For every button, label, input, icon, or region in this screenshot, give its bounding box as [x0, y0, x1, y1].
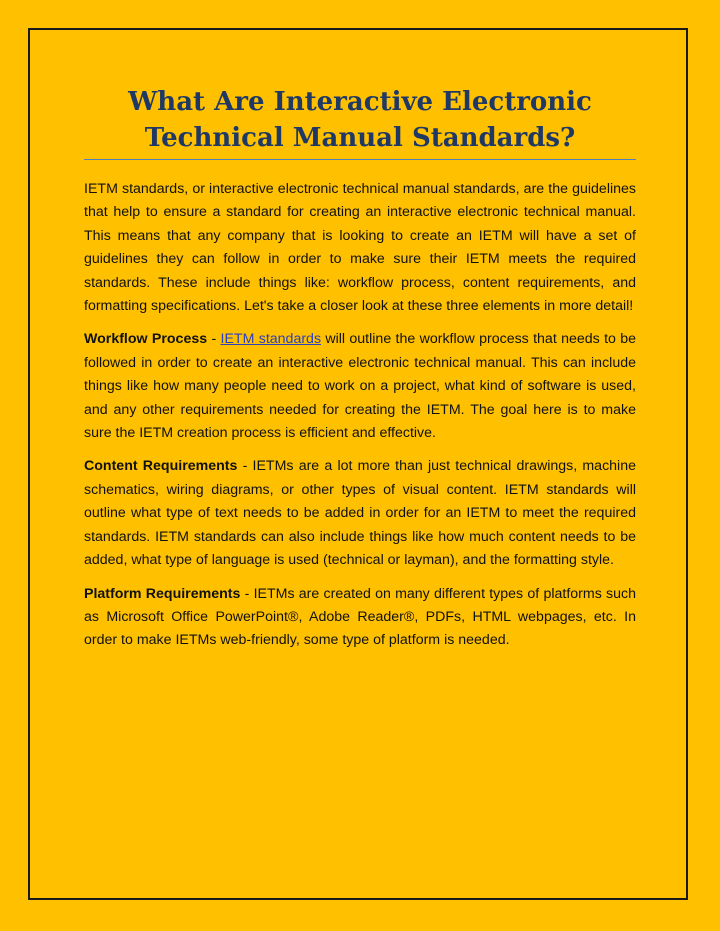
workflow-process-text: will outline the workflow process that needs to be followed in order to create an interactive electronic technical manual. This can include things like how many people need to work on a project, what kind of software is used, and any other requirements needed for creating the IETM. The goal here is to make sure the IETM creation process is efficient and effective.	[84, 331, 637, 442]
content-requirements-separator: -	[237, 458, 253, 475]
platform-requirements-paragraph	[84, 583, 636, 653]
content-requirements-paragraph	[84, 455, 636, 572]
platform-requirements-text: IETMs are created on many different types of platforms such as Microsoft Office PowerPoint®, Adobe Reader®, PDFs, HTML webpages, etc. In order to make IETMs web-friendly, some type of platform is needed.	[84, 585, 636, 649]
document-body	[84, 178, 636, 663]
platform-requirements-label: Platform Requirements	[84, 585, 241, 602]
title-underline-rule	[84, 159, 636, 160]
platform-requirements-separator: -	[240, 585, 254, 602]
content-requirements-label: Content Requirements	[84, 458, 238, 475]
workflow-process-label: Workflow Process	[84, 331, 208, 348]
document-title	[84, 84, 636, 156]
workflow-process-separator: -	[207, 331, 221, 348]
intro-paragraph: IETM standards, or interactive electronic technical manual standards, are the guidelines that help to ensure a standard for creating an interactive electronic technical manual. This means that any company that is looking to create an IETM will have a set of guidelines they can follow in order to make sure their IETM meets the required standards. These include things like: workflow process, content requirements, and formatting specifications. Let's take a closer look at these three elements in more detail!	[84, 181, 636, 315]
title-line-2: Technical Manual Standards?	[144, 123, 576, 153]
ietm-standards-link[interactable]: IETM standards	[220, 331, 322, 348]
workflow-process-paragraph	[84, 328, 636, 445]
content-requirements-text: IETMs are a lot more than just technical drawings, machine schematics, wiring diagrams, or other types of visual content. IETM standards will outline what type of text needs to be added in order for an IETM to meet the required standards. IETM standards can also include things like how much content needs to be added, what type of language is used (technical or layman), and the formatting style.	[84, 458, 636, 569]
title-line-1: What Are Interactive Electronic	[128, 87, 592, 117]
